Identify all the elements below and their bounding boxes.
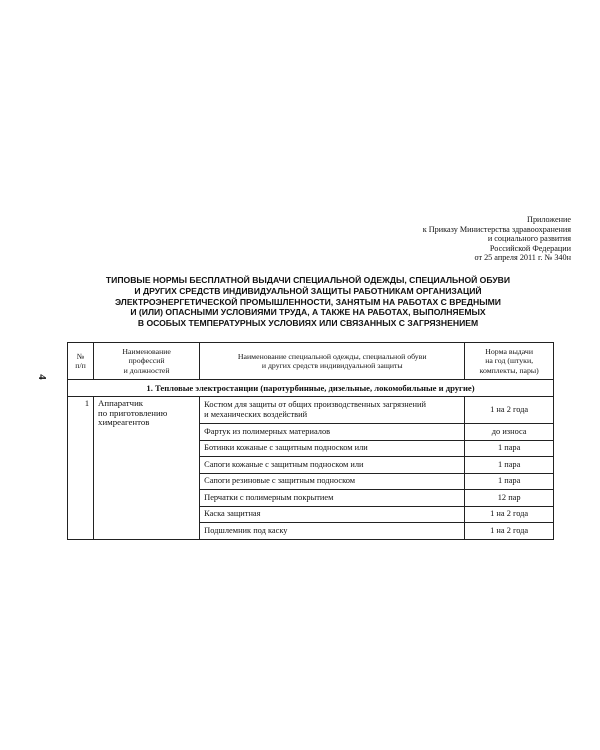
- header-text: №: [76, 351, 85, 361]
- table-header-row: [68, 343, 554, 380]
- header-text: и должностей: [123, 365, 170, 375]
- section-row: [68, 380, 554, 397]
- header-text: на год (штуки,: [485, 356, 534, 366]
- appendix-line: Приложение: [527, 215, 571, 224]
- item-name: Ботинки кожаные с защитным подноском или: [200, 440, 465, 457]
- row-number: 1: [68, 397, 94, 540]
- header-text: Наименование: [122, 347, 171, 357]
- title-line: И ДРУГИХ СРЕДСТВ ИНДИВИДУАЛЬНОЙ ЗАЩИТЫ РАБОТНИКАМ ОРГАНИЗАЦИЙ: [134, 285, 482, 296]
- item-norm: 12 пар: [465, 490, 554, 507]
- item-norm: 1 на 2 года: [465, 523, 554, 540]
- profession-text: по приготовлению: [98, 407, 168, 418]
- item-norm: 1 пара: [465, 440, 554, 457]
- item-text: Костюм для защиты от общих производственных загрязнений: [204, 400, 426, 410]
- item-norm: 1 на 2 года: [465, 506, 554, 523]
- profession-text: Аппаратчик: [98, 398, 144, 408]
- section-title: 1. Тепловые электростанции (паротурбинные, дизельные, локомобильные и другие): [68, 380, 554, 397]
- item-norm: 1 на 2 года: [465, 397, 554, 424]
- header-text: Норма выдачи: [485, 347, 534, 357]
- page-number: 4: [35, 374, 48, 380]
- header-num: [68, 343, 94, 380]
- header-text: профессий: [128, 356, 165, 366]
- title-line: И (ИЛИ) ОПАСНЫМИ УСЛОВИЯМИ ТРУДА, А ТАКЖЕ НА РАБОТАХ, ВЫПОЛНЯЕМЫХ: [130, 307, 486, 318]
- item-name: [200, 397, 465, 424]
- header-text: п/п: [75, 361, 86, 370]
- header-profession: [94, 343, 200, 380]
- title-line: ТИПОВЫЕ НОРМЫ БЕСПЛАТНОЙ ВЫДАЧИ СПЕЦИАЛЬНОЙ ОДЕЖДЫ, СПЕЦИАЛЬНОЙ ОБУВИ: [105, 275, 511, 285]
- appendix-header: [423, 215, 571, 263]
- profession-cell: [94, 397, 200, 540]
- item-name: Сапоги резиновые с защитным подноском: [200, 473, 465, 490]
- norms-table: [67, 342, 554, 540]
- appendix-line: от 25 апреля 2011 г. № 340н: [474, 253, 571, 263]
- item-name: Каска защитная: [200, 506, 465, 523]
- header-text: комплекты, пары): [479, 365, 539, 375]
- item-name: Перчатки с полимерным покрытием: [200, 490, 465, 507]
- appendix-line: Российской Федерации: [489, 243, 571, 253]
- title-line: В ОСОБЫХ ТЕМПЕРАТУРНЫХ УСЛОВИЯХ ИЛИ СВЯЗАННЫХ С ЗАГРЯЗНЕНИЕМ: [137, 318, 479, 329]
- header-norm: [465, 343, 554, 380]
- appendix-line: к Приказу Министерства здравоохранения: [422, 224, 571, 234]
- table-row: [68, 397, 554, 424]
- document-title: [70, 275, 546, 329]
- header-text: Наименование специальной одежды, специальной обуви: [237, 351, 427, 361]
- item-name: Фартук из полимерных материалов: [200, 424, 465, 441]
- item-name: Сапоги кожаные с защитным подноском или: [200, 457, 465, 474]
- item-norm: 1 пара: [465, 473, 554, 490]
- item-norm: до износа: [465, 424, 554, 441]
- item-text: и механических воздействий: [204, 410, 308, 419]
- item-name: Подшлемник под каску: [200, 523, 465, 540]
- header-item: [200, 343, 465, 380]
- appendix-line: и социального развития: [487, 234, 571, 244]
- header-text: и других средств индивидуальной защиты: [261, 361, 403, 370]
- title-line: ЭЛЕКТРОЭНЕРГЕТИЧЕСКОЙ ПРОМЫШЛЕННОСТИ, ЗАНЯТЫМ НА РАБОТАХ С ВРЕДНЫМИ: [115, 296, 501, 307]
- profession-text: химреагентов: [98, 417, 150, 428]
- item-norm: 1 пара: [465, 457, 554, 474]
